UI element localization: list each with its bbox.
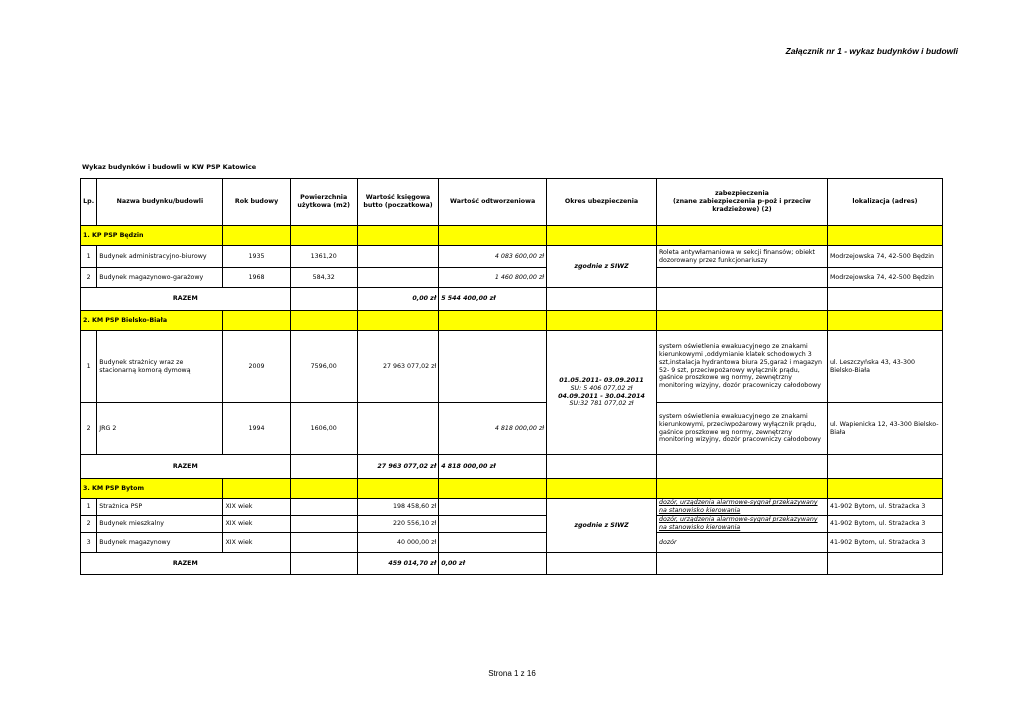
row-lp: 2: [81, 403, 97, 455]
row-security: [656, 268, 827, 288]
total-label: RAZEM: [81, 288, 291, 311]
row-period: zgodnie z SIWZ: [547, 499, 657, 553]
table-row: [81, 331, 943, 403]
total-row: [81, 288, 943, 311]
row-name: Budynek strażnicy wraz ze stacionarną komorą dymową: [97, 331, 223, 403]
section-title: 2. KM PSP Bielsko-Biała: [81, 311, 223, 331]
row-replacement-value: [439, 533, 547, 553]
row-year: XIX wiek: [223, 516, 290, 533]
col-header-book-value: Wartość księgowa butto (poczatkowa): [357, 179, 438, 226]
col-header-area: Powierzchnia użytkowa (m2): [290, 179, 357, 226]
page-footer: Strona 1 z 16: [488, 669, 536, 678]
col-header-name: Nazwa budynku/budowli: [97, 179, 223, 226]
period-line: SU: 5 406 077,02 zł: [570, 384, 633, 392]
row-lp: 1: [81, 499, 97, 516]
table-row: [81, 246, 943, 268]
row-location: 41-902 Bytom, ul. Strażacka 3: [827, 533, 942, 553]
total-replacement-value: 0,00 zł: [439, 553, 547, 575]
table-row: [81, 499, 943, 516]
row-name: Strażnica PSP: [97, 499, 223, 516]
col-header-replacement-value: Wartość odtworzeniowa: [439, 179, 547, 226]
security-header-desc: (znane zabiezpieczenia p-poż i przeciw kradzieżowe) (2): [673, 198, 811, 213]
row-replacement-value: 1 460 800,00 zł: [439, 268, 547, 288]
total-book-value: 27 963 077,02 zł: [357, 455, 438, 479]
row-security: system oświetlenia ewakuacyjnego ze znakami kierunkowymi, przeciwpożarowy wyłącznik prądu, gaśnice proszkowe wg normy, zewnętrzny monitoring wizyjny, dozór pracowniczy całodobowy: [656, 403, 827, 455]
row-area: 7596,00: [290, 331, 357, 403]
row-location: 41-902 Bytom, ul. Strażacka 3: [827, 516, 942, 533]
total-label: RAZEM: [81, 455, 291, 479]
total-replacement-value: 5 544 400,00 zł: [439, 288, 547, 311]
col-header-security: [656, 179, 827, 226]
row-lp: 1: [81, 246, 97, 268]
row-year: 1968: [223, 268, 290, 288]
row-book-value: 40 000,00 zł: [357, 533, 438, 553]
row-lp: 2: [81, 268, 97, 288]
row-replacement-value: [439, 499, 547, 516]
row-period: zgodnie z SIWZ: [547, 246, 657, 288]
table-row: [81, 533, 943, 553]
attachment-header: Załącznik nr 1 - wykaz budynków i budowli: [785, 46, 958, 56]
section-header: [81, 226, 943, 246]
document-title: Wykaz budynków i budowli w KW PSP Katowice: [82, 163, 257, 171]
row-location: ul. Leszczyńska 43, 43-300 Bielsko-Biała: [827, 331, 942, 403]
row-replacement-value: [439, 516, 547, 533]
row-name: JRG 2: [97, 403, 223, 455]
total-row: [81, 455, 943, 479]
period-line: 01.05.2011- 03.09.2011: [559, 376, 644, 384]
row-location: Modrzejowska 74, 42-500 Będzin: [827, 268, 942, 288]
row-security: dozór: [656, 533, 827, 553]
section-title: 3. KM PSP Bytom: [81, 479, 223, 499]
row-area: 584,32: [290, 268, 357, 288]
row-period: [547, 331, 657, 455]
section-header: [81, 311, 943, 331]
row-lp: 1: [81, 331, 97, 403]
row-area: 1606,00: [290, 403, 357, 455]
row-year: 1935: [223, 246, 290, 268]
row-replacement-value: 4 083 600,00 zł: [439, 246, 547, 268]
row-year: 1994: [223, 403, 290, 455]
row-replacement-value: 4 818 000,00 zł: [439, 403, 547, 455]
period-line: 04.09.2011 - 30.04.2014: [558, 392, 645, 400]
row-name: Budynek magazynowy: [97, 533, 223, 553]
row-book-value: 198 458,60 zł: [357, 499, 438, 516]
section-title: 1. KP PSP Będzin: [81, 226, 223, 246]
row-location: 41-902 Bytom, ul. Strażacka 3: [827, 499, 942, 516]
row-book-value: [357, 403, 438, 455]
col-header-location: lokalizacja (adres): [827, 179, 942, 226]
row-year: XIX wiek: [223, 499, 290, 516]
row-security: dozór, urządzenia alarmowe-sygnał przekazywany na stanowisko kierowania: [656, 499, 827, 516]
row-lp: 2: [81, 516, 97, 533]
section-header: [81, 479, 943, 499]
col-header-year: Rok budowy: [223, 179, 290, 226]
buildings-table: [80, 178, 943, 575]
row-area: 1361,20: [290, 246, 357, 268]
row-name: Budynek mieszkalny: [97, 516, 223, 533]
total-book-value: 0,00 zł: [357, 288, 438, 311]
row-lp: 3: [81, 533, 97, 553]
row-location: Modrzejowska 74, 42-500 Będzin: [827, 246, 942, 268]
row-security: dozór, urządzenia alarmowe-sygnał przekazywany na stanowisko kierowania: [656, 516, 827, 533]
row-name: Budynek magazynowo-garażowy: [97, 268, 223, 288]
total-book-value: 459 014,70 zł: [357, 553, 438, 575]
security-header-num: (2): [761, 205, 772, 213]
row-book-value: 27 963 077,02 zł: [357, 331, 438, 403]
security-header-title: zabezpieczenia: [715, 190, 769, 198]
row-replacement-value: [439, 331, 547, 403]
total-label: RAZEM: [81, 553, 291, 575]
row-name: Budynek administracyjno-biurowy: [97, 246, 223, 268]
row-book-value: 220 556,10 zł: [357, 516, 438, 533]
total-replacement-value: 4 818 000,00 zł: [439, 455, 547, 479]
table-header-row: [81, 179, 943, 226]
row-year: 2009: [223, 331, 290, 403]
row-book-value: [357, 246, 438, 268]
col-header-lp: Lp.: [81, 179, 97, 226]
row-area: [290, 533, 357, 553]
row-location: ul. Wapienicka 12, 43-300 Bielsko-Biała: [827, 403, 942, 455]
row-area: [290, 516, 357, 533]
row-security: Roleta antywłamaniowa w sekcji finansów; obiekt dozorowany przez funkcjonariuszy: [656, 246, 827, 268]
row-year: XIX wiek: [223, 533, 290, 553]
period-line: SU:32 781 077,02 zł: [569, 400, 634, 408]
table-row: [81, 516, 943, 533]
row-book-value: [357, 268, 438, 288]
table-row: [81, 403, 943, 455]
table-row: [81, 268, 943, 288]
row-area: [290, 499, 357, 516]
row-security: system oświetlenia ewakuacyjnego ze znakami kierunkowymi ,oddymianie klatek schodowych 3 szt,instalacja hydrantowa biura 25,garaż i magazyn 52- 9 szt, przeciwpożarowy wyłącznik prądu, gaśnice proszkowe wg normy, zewnętrzny monitoring wizyjny, dozór pracowniczy całodobowy: [656, 331, 827, 403]
col-header-period: Okres ubezpieczenia: [547, 179, 657, 226]
total-row: [81, 553, 943, 575]
